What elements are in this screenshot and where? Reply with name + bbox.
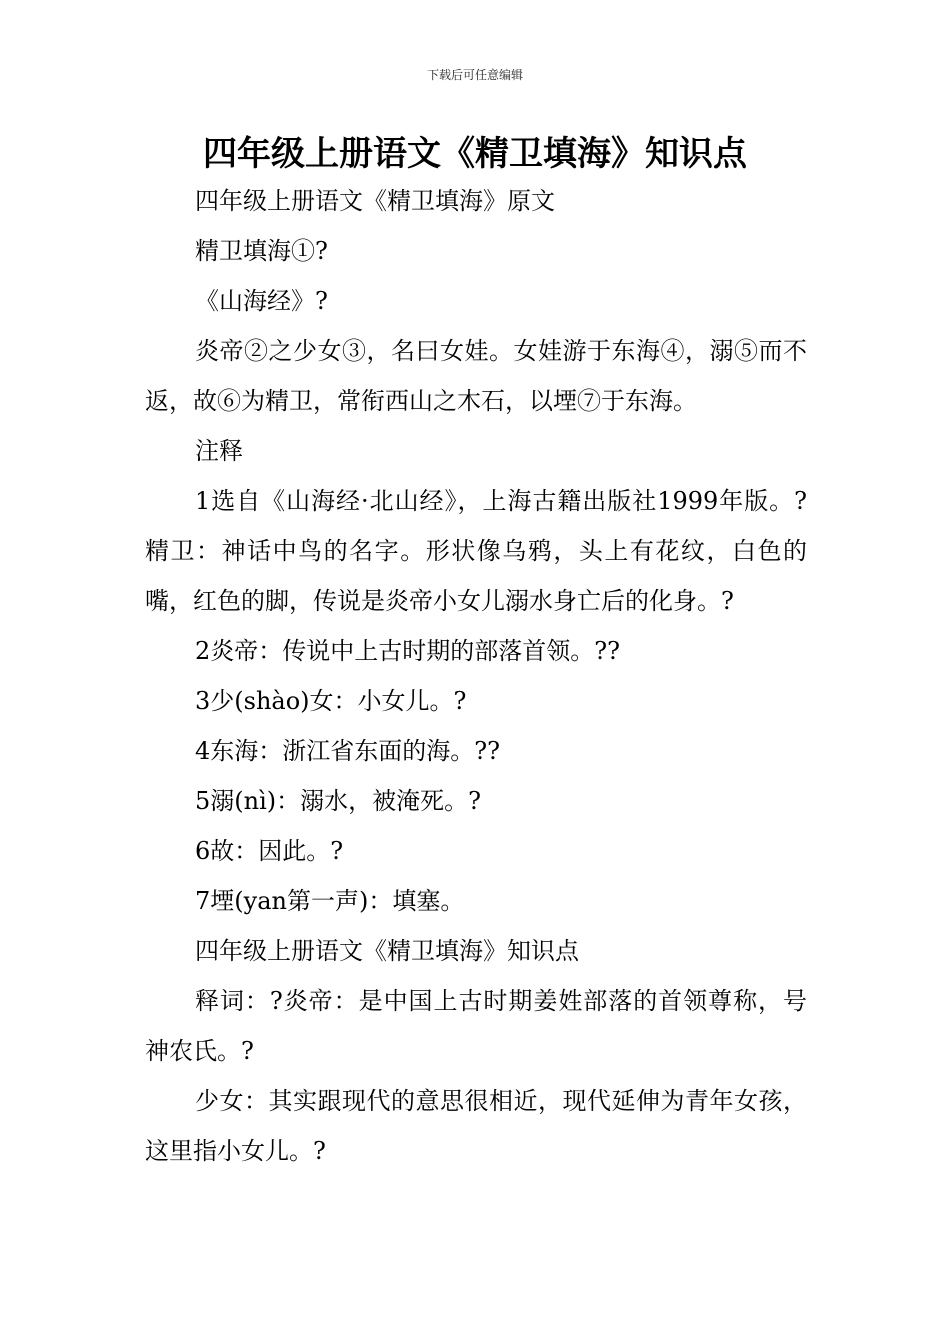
paragraph-source-heading: 四年级上册语文《精卫填海》原文 xyxy=(195,187,555,215)
paragraph-definition-yandi: 释词：?炎帝：是中国上古时期姜姓部落的首领尊称，号神农氏。? xyxy=(145,987,807,1065)
note-item-4: 4东海：浙江省东面的海。?? xyxy=(195,737,501,765)
note-item-5: 5溺(nì)：溺水，被淹死。? xyxy=(195,787,481,815)
paragraph-knowledge-heading: 四年级上册语文《精卫填海》知识点 xyxy=(195,937,579,965)
paragraph-source-book: 《山海经》? xyxy=(195,287,328,315)
document-title: 四年级上册语文《精卫填海》知识点 xyxy=(203,134,747,174)
paragraph-original-text: 炎帝②之少女③，名曰女娃。女娃游于东海④，溺⑤而不返，故⑥为精卫，常衔西山之木石，以堙⑦于东海。 xyxy=(145,337,807,415)
note-item-7: 7堙(yan第一声)：填塞。 xyxy=(195,887,465,915)
paragraph-notes-heading: 注释 xyxy=(195,437,243,465)
note-item-2: 2炎帝：传说中上古时期的部落首领。?? xyxy=(195,637,621,665)
document-body xyxy=(145,176,807,1176)
note-item-6: 6故：因此。? xyxy=(195,837,344,865)
paragraph-text-title: 精卫填海①? xyxy=(195,237,328,265)
header-note: 下载后可任意编辑 xyxy=(426,68,523,82)
note-item-3: 3少(shào)女：小女儿。? xyxy=(195,687,467,715)
paragraph-definition-shaonv: 少女：其实跟现代的意思很相近，现代延伸为青年女孩，这里指小女儿。? xyxy=(145,1087,807,1165)
note-item-1: 1选自《山海经·北山经》，上海古籍出版社1999年版。?精卫：神话中鸟的名字。形状像乌鸦，头上有花纹，白色的嘴，红色的脚，传说是炎帝小女儿溺水身亡后的化身。? xyxy=(145,487,807,615)
